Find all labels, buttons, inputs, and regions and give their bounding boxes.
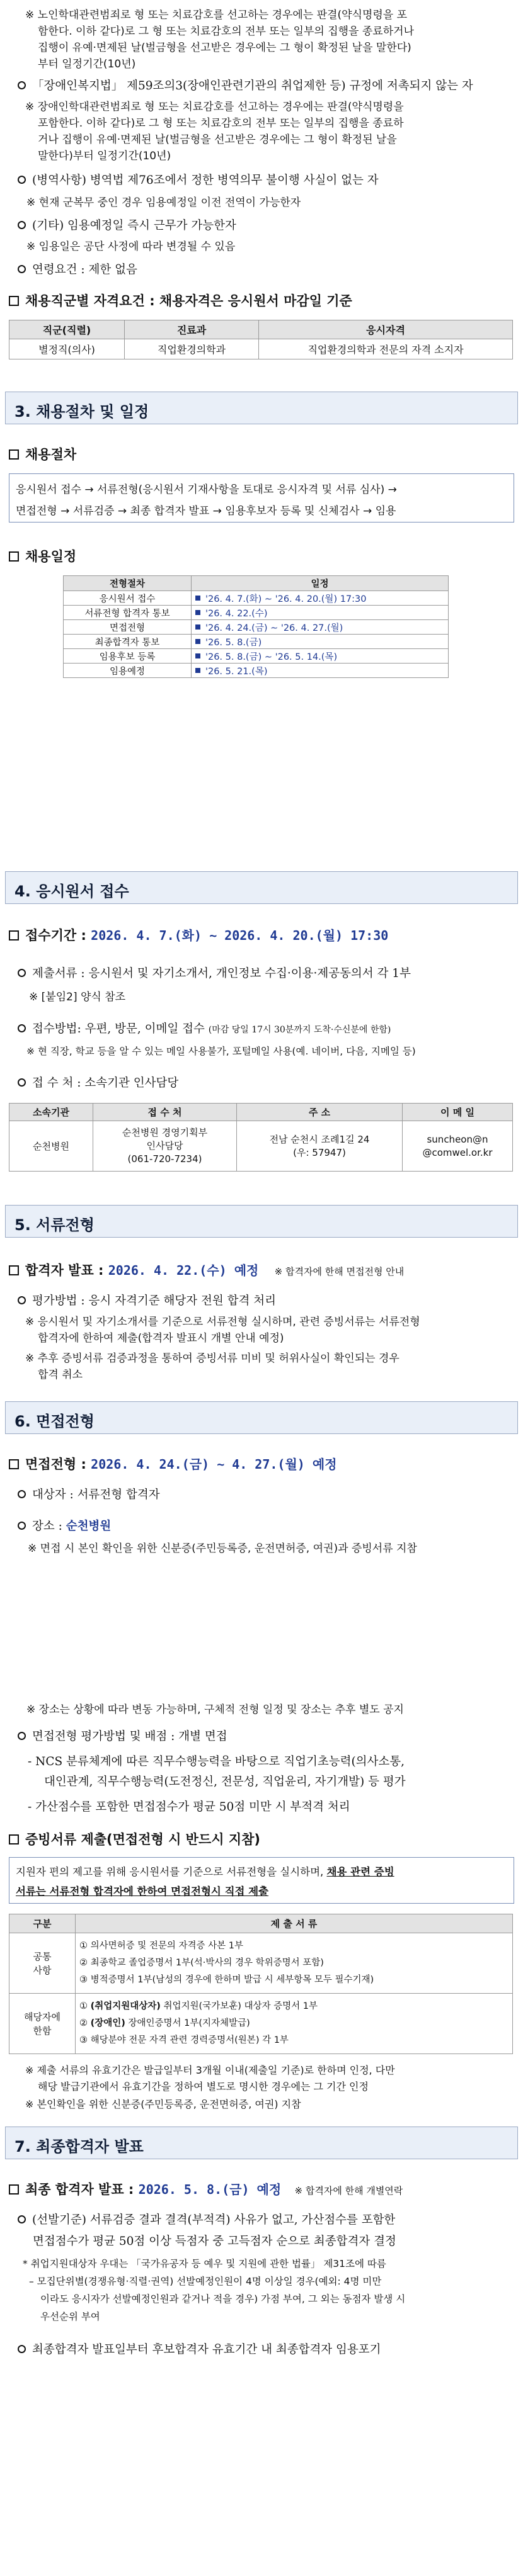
section-7-header [5,2127,518,2159]
eval-text: 평가방법 : 응시 자격기준 해당자 전원 합격 처리 [32,1294,276,1308]
list-item: ② 최종학교 졸업증명서 1부(석·박사의 경우 학위증명서 포함) [79,1958,324,1968]
doc-note-3: ※ 본인확인을 위한 신분증(주민등록증, 운전면허증, 여권) 지참 [25,2098,301,2110]
circle-bullet-icon [18,176,26,184]
pass-label: 합격자 발표 : [25,1263,104,1278]
circle-bullet-icon [18,1522,26,1530]
pass-note: ※ 합격자에 한해 면접전형 안내 [274,1266,405,1277]
final-sub-1: * 취업지원대상자 우대는 「국가유공자 등 예우 및 지원에 관한 법률」 제31조에 따름 [23,2258,386,2269]
final-criteria-text: (선발기준) 서류검증 결과 결격(부적격) 사유가 없고, 가산점수를 포함한 [32,2213,396,2227]
procedure-line-1: 응시원서 접수 → 서류전형(응시원서 기재사항을 토대로 응시자격 및 서류 심사) → [16,483,397,496]
final-heading [9,2179,403,2198]
schedule-step: 임용예정 [64,664,192,678]
circle-bullet-icon [18,1732,26,1740]
eval-note-4: 합격 취소 [38,1369,83,1381]
interview-heading [9,1454,337,1473]
top-note-4: 부터 일정기간(10년) [38,58,136,71]
place-item [18,1074,178,1092]
qualification-table [9,320,513,359]
doc-target-list [76,1994,513,2054]
doc-notice-line-2: 서류는 서류전형 합격자에 한하여 면접전형시 직접 제출 [16,1885,269,1897]
section-3-title: 3. 채용절차 및 일정 [14,403,149,421]
final-last [18,2341,381,2359]
section-5-header [5,1205,518,1238]
age-item [18,261,137,279]
final-value: 2026. 5. 8.(금) 예정 [138,2182,282,2197]
section-7-title: 7. 최종합격자 발표 [14,2138,144,2155]
circle-bullet-icon [18,2345,26,2353]
square-bullet-icon [9,296,19,306]
contact-email[interactable]: suncheon@n @comwel.or.kr [403,1121,513,1172]
doc-notice-box [9,1857,514,1904]
circle-bullet-icon [18,2215,26,2223]
method-small-text: (마감 당일 17시 30분까지 도착·수신분에 한함) [208,1025,391,1035]
top-note-3: 집행이 유예·면제된 날(벌금형을 선고받은 경우에는 그 형이 확정된 날을 말한다) [38,42,411,54]
final-criteria-2: 면접점수가 평균 50점 이상 득점자 중 고득점자 순으로 최종합격자 결정 [33,2235,396,2248]
section-4-header [5,871,518,904]
doc-pass-heading [9,1260,404,1279]
method-note: ※ 현 직장, 학교 등을 알 수 있는 메일 사용불가, 포털메일 사용(예. 네이버, 다음, 지메일 등) [26,1046,416,1057]
schedule-table [63,575,449,678]
military-text: (병역사항) 병역법 제76조에서 정한 병역의무 불이행 사실이 없는 자 [32,174,379,187]
table-header: 일정 [192,576,449,591]
square-bullet-icon [9,551,19,562]
table-header: 응시자격 [259,320,513,339]
other-item [18,217,236,235]
top-note-2: 함한다. 이하 같다)로 그 형 또는 치료감호의 전부 또는 일부의 집행을 종료하거나 [38,25,414,38]
table-cell: 별정직(의사) [9,339,125,359]
list-item: ① (취업지원대상자) 취업지원(국가보훈) 대상자 증명서 1부 [79,2001,318,2011]
disability-note-2: 포함한다. 이하 같다)로 그 형 또는 치료감호의 전부 또는 일부의 집행을 종료하 [38,117,404,130]
contact-address: 전남 순천시 조례1길 24 (우: 57947) [237,1121,403,1172]
final-criteria-1 [18,2211,395,2229]
doc-common-list [76,1933,513,1994]
ncs-line-1: - NCS 분류체계에 따른 직무수행능력을 바탕으로 직업기초능력(의사소통, [28,1755,405,1768]
list-item: ① 의사면허증 및 전문의 자격증 사본 1부 [79,1941,243,1951]
list-item: ② (장애인) 장애인증명서 1부(지자체발급) [79,2018,250,2028]
method-item [18,1020,391,1039]
qualification-heading-text: 채용직군별 자격요건 : 채용자격은 응시원서 마감일 기준 [25,293,352,308]
schedule-date: '26. 5. 8.(금) [192,635,449,649]
procedure-line-2: 면접전형 → 서류검증 → 최종 합격자 발표 → 임용후보자 등록 및 신체검사 → 임용 [16,505,396,517]
schedule-date: '26. 5. 21.(목) [192,664,449,678]
change-note: ※ 장소는 상황에 따라 변동 가능하며, 구체적 전형 일정 및 장소는 추후 별도 공지 [26,1703,404,1716]
doc-target-label: 해당자에 한함 [9,1994,76,2054]
section-6-title: 6. 면접전형 [14,1413,95,1430]
square-bullet-icon [9,1834,19,1844]
target-item [18,1486,160,1504]
table-header: 직군(직렬) [9,320,125,339]
schedule-step: 최종합격자 통보 [64,635,192,649]
period-value: 2026. 4. 7.(화) ∼ 2026. 4. 20.(월) 17:30 [91,928,389,943]
final-sub-3: 이라도 응시자가 선발예정인원과 같거나 적을 경우) 가점 부여, 그 외는 동점자 발생 시 [40,2293,406,2305]
circle-bullet-icon [18,969,26,977]
table-header: 이 메 일 [403,1104,513,1121]
qualification-heading [9,291,352,310]
target-text: 대상자 : 서류전형 합격자 [32,1488,160,1501]
table-header: 구분 [9,1914,76,1933]
square-bullet-icon [9,930,19,941]
schedule-date: '26. 4. 22.(수) [192,606,449,620]
score-line: - 가산점수를 포함한 면접점수가 평균 50점 미만 시 부적격 처리 [28,1800,350,1814]
doc-submit-heading-text: 증빙서류 제출(면접전형 시 반드시 지참) [25,1832,261,1847]
submit-note: ※ [붙임2] 양식 참조 [29,991,126,1003]
schedule-date: '26. 5. 8.(금) ∼ '26. 5. 14.(목) [192,649,449,664]
eval2-text: 면접전형 평가방법 및 배점 : 개별 면접 [32,1730,227,1743]
disability-note-1: ※ 장애인학대관련범죄로 형 또는 치료감호를 선고하는 경우에는 판결(약식명령을 [25,101,404,113]
square-bullet-icon [9,1265,19,1275]
method-text: 접수방법: 우편, 방문, 이메일 접수 [32,1022,205,1036]
procedure-box [9,473,514,523]
disability-note-4: 말한다)부터 일정기간(10년) [38,150,171,162]
procedure-heading [9,444,76,463]
schedule-step: 서류전형 합격자 통보 [64,606,192,620]
doc-note-2: 해당 발급기관에서 유효기간을 정하여 별도로 명시한 경우에는 그 기간 인정 [38,2081,369,2093]
table-header: 주 소 [237,1104,403,1121]
schedule-step: 임용후보 등록 [64,649,192,664]
schedule-date: '26. 4. 24.(금) ∼ '26. 4. 27.(월) [192,620,449,635]
final-sub-4: 우선순위 부여 [40,2311,100,2322]
schedule-date: '26. 4. 7.(화) ∼ '26. 4. 20.(월) 17:30 [192,591,449,606]
schedule-heading-text: 채용일정 [25,549,77,564]
contact-dept: 순천병원 경영기획부 인사담당 (061-720-7234) [93,1121,237,1172]
section-4-title: 4. 응시원서 접수 [14,883,129,900]
table-header: 소속기관 [9,1104,93,1121]
age-text: 연령요건 : 제한 없음 [32,263,137,276]
other-text: (기타) 임용예정일 즉시 근무가 가능한자 [32,219,236,232]
top-note-1: ※ 노인학대관련범죄로 형 또는 치료감호를 선고하는 경우에는 판결(약식명령을 포 [25,9,408,21]
military-note: ※ 현재 군복무 중인 경우 임용예정일 이전 전역이 가능한자 [26,196,301,209]
table-cell: 직업환경의학과 [125,339,259,359]
interview-label: 면접전형 : [25,1457,86,1472]
eval2-item [18,1727,227,1746]
schedule-step: 면접전형 [64,620,192,635]
interview-value: 2026. 4. 24.(금) ∼ 4. 27.(월) 예정 [91,1457,337,1472]
table-header: 접 수 처 [93,1104,237,1121]
schedule-heading [9,546,76,565]
final-label: 최종 합격자 발표 : [25,2182,134,2197]
circle-bullet-icon [18,1296,26,1304]
other-note: ※ 임용일은 공단 사정에 따라 변경될 수 있음 [26,240,236,253]
doc-notice-line-1: 지원자 편의 제고를 위해 응시원서를 기준으로 서류전형을 실시하며, 채용 관련 증빙 [16,1866,394,1878]
circle-bullet-icon [18,81,26,89]
circle-bullet-icon [18,1024,26,1032]
table-header: 진료과 [125,320,259,339]
square-bullet-icon [9,2184,19,2195]
eval-note-1: ※ 응시원서 및 자기소개서를 기준으로 서류전형 실시하며, 관련 증빙서류는 서류전형 [25,1316,420,1328]
disability-note-3: 거나 집행이 유예·면제된 날(벌금형을 선고받은 경우에는 그 형이 확정된 날을 [38,133,397,146]
list-item: ③ 해당분야 전문 자격 관련 경력증명서(원본) 각 1부 [79,2035,289,2045]
place2-value: 순천병원 [66,1520,112,1533]
section-6-header [5,1401,518,1434]
doc-table [9,1914,513,2054]
circle-bullet-icon [18,221,26,229]
submit-docs-text: 제출서류 : 응시원서 및 자기소개서, 개인정보 수집·이용·제공동의서 각 1부 [32,967,411,980]
ncs-line-2: 대인관계, 직무수행능력(도전정신, 전문성, 직업윤리, 자기개발) 등 평가 [44,1775,406,1788]
eval-note-2: 합격자에 한하여 제출(합격자 발표시 개별 안내 예정) [38,1332,284,1345]
table-header: 제 출 서 류 [76,1914,513,1933]
final-note: ※ 합격자에 한해 개별연락 [294,2185,403,2196]
doc-note-1: ※ 제출 서류의 유효기간은 발급일부터 3개월 이내(제출일 기준)로 한하며 인정, 다만 [25,2064,395,2076]
eval-item [18,1292,276,1310]
contact-table [9,1103,513,1172]
pass-value: 2026. 4. 22.(수) 예정 [108,1263,259,1278]
schedule-step: 응시원서 접수 [64,591,192,606]
final-last-text: 최종합격자 발표일부터 후보합격자 유효기간 내 최종합격자 임용포기 [32,2343,381,2356]
disability-law-text: 「장애인복지법」 제59조의3(장애인관련기관의 취업제한 등) 규정에 저촉되지 않는 자 [32,79,473,93]
circle-bullet-icon [18,265,26,273]
section-3-header [5,392,518,424]
period-label: 접수기간 : [25,928,86,943]
disability-law-item [18,77,473,95]
section-5-title: 5. 서류전형 [14,1216,95,1234]
period-heading [9,925,388,944]
military-item [18,171,379,189]
list-item: ③ 병적증명서 1부(남성의 경우에 한하며 발급 시 세부항목 모두 필수기재) [79,1975,374,1985]
table-header: 전형절차 [64,576,192,591]
submit-docs-item [18,964,411,983]
table-cell: 직업환경의학과 전문의 자격 소지자 [259,339,513,359]
circle-bullet-icon [18,1490,26,1498]
eval-note-3: ※ 추후 증빙서류 검증과정을 통하여 증빙서류 미비 및 허위사실이 확인되는 경우 [25,1352,399,1365]
place-text: 접 수 처 : 소속기관 인사담당 [32,1076,179,1090]
place2-label: 장소 : [32,1520,62,1533]
circle-bullet-icon [18,1078,26,1087]
square-bullet-icon [9,1459,19,1469]
final-sub-2: – 모집단위별(경쟁유형·직렬·권역) 선발예정인원이 4명 이상일 경우(예외: 4명 미만 [29,2276,382,2287]
place2-item [18,1517,111,1535]
doc-submit-heading [9,1829,260,1848]
procedure-heading-text: 채용절차 [25,447,77,462]
doc-common-label: 공통 사항 [9,1933,76,1994]
id-note: ※ 면접 시 본인 확인을 위한 신분증(주민등록증, 운전면허증, 여권)과 증빙서류 지참 [28,1542,417,1555]
square-bullet-icon [9,449,19,460]
contact-org: 순천병원 [9,1121,93,1172]
